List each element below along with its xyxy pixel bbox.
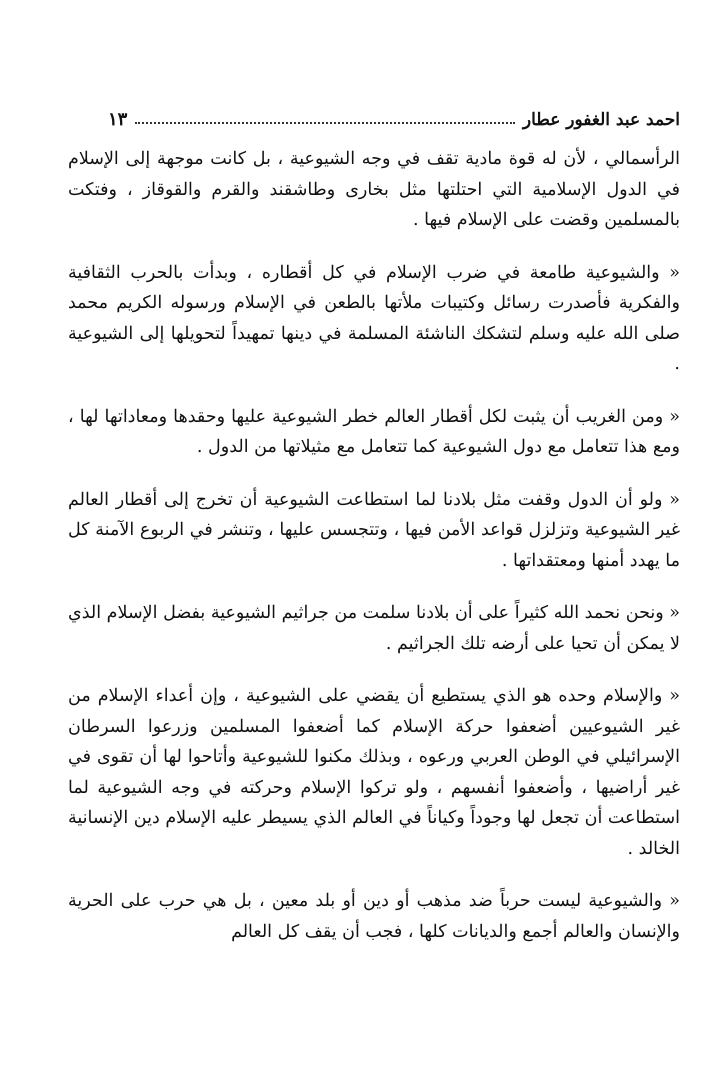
author-name: احمد عبد الغفور عطار bbox=[522, 110, 680, 130]
paragraph-6: « والإسلام وحده هو الذي يستطيع أن يقضي على الشيوعية ، وإن أعداء الإسلام من غير الشيوعيين أضعفوا حركة الإسلام كما أضعفوا المسلمين وزرعوا السرطان الإسرائيلي في الوطن العربي ورعوه ، وبذلك مكنوا للشيوعية وأتاحوا لها أن تقوى في غير أراضيها ، وأضعفوا أنفسهم ، ولو تركوا الإسلام وحركته في وجه الشيوعية لما استطاعت أن تجعل لها وجوداً وكياناً في العالم الذي يسيطر عليه الإسلام دين الإنسانية الخالد . bbox=[68, 686, 680, 859]
paragraph-1: الرأسمالي ، لأن له قوة مادية تقف في وجه الشيوعية ، بل كانت موجهة إلى الإسلام في الدول الإسلامية التي احتلتها مثل بخارى وطاشقند والقرم والقوقاز ، وفتكت بالمسلمين وقضت على الإسلام فيها . bbox=[68, 149, 680, 230]
page-number: ١٣ bbox=[108, 109, 128, 130]
paragraph-3: « ومن الغريب أن يثبت لكل أقطار العالم خطر الشيوعية عليها وحقدها ومعاداتها لها ، ومع هذا تتعامل مع دول الشيوعية كما تتعامل مع مثيلاتها من الدول . bbox=[68, 406, 680, 457]
paragraph-7: « والشيوعية ليست حرباً ضد مذهب أو دين أو بلد معين ، بل هي حرب على الحرية والإنسان والعالم أجمع والديانات كلها ، فجب أن يقف كل العالم bbox=[68, 891, 680, 942]
paragraph-5: « ونحن نحمد الله كثيراً على أن بلادنا سلمت من جراثيم الشيوعية بفضل الإسلام الذي لا يمكن أن تحيا على أرضه تلك الجراثيم . bbox=[68, 603, 680, 654]
running-header bbox=[108, 100, 680, 130]
paragraph-4: « ولو أن الدول وقفت مثل بلادنا لما استطاعت الشيوعية أن تخرج إلى أقطار العالم غير الشيوعية وتزلزل قواعد الأمن فيها ، وتتجسس عليها ، وتنشر في الربوع الآمنة كل ما يهدد أمنها ومعتقداتها . bbox=[68, 489, 680, 571]
paragraph-2: « والشيوعية طامعة في ضرب الإسلام في كل أقطاره ، وبدأت بالحرب الثقافية والفكرية فأصدرت رسائل وكتيبات ملأتها بالطعن في الإسلام ورسوله الكريم محمد صلى الله عليه وسلم لتشكك الناشئة المسلمة في دينها تمهيداً لتحويلها إلى الشيوعية . bbox=[68, 262, 680, 374]
dotted-leader bbox=[135, 122, 515, 124]
page-body bbox=[68, 144, 680, 947]
